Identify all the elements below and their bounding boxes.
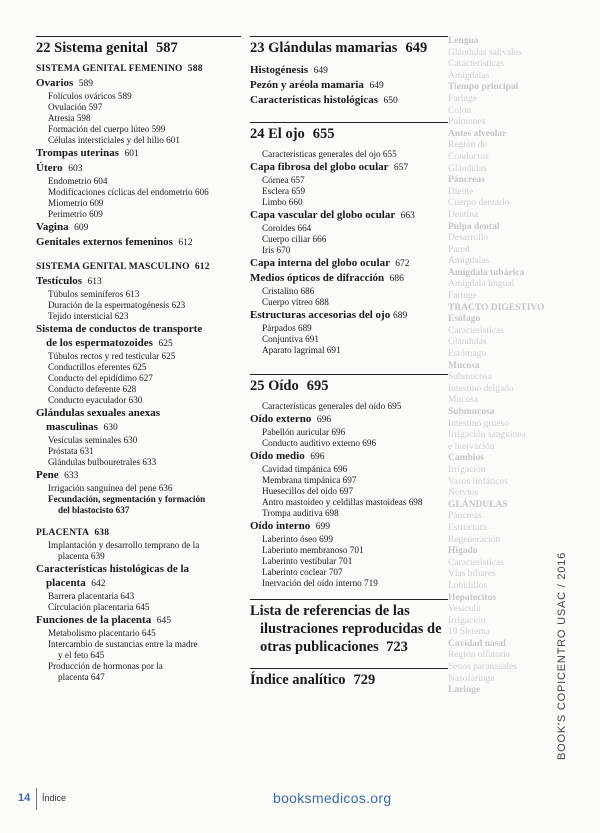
toc-title: Capa interna del globo ocular: [250, 257, 390, 269]
lista-line-3: [250, 638, 448, 656]
toc-oido-interno[interactable]: [250, 519, 448, 534]
toc-sub[interactable]: Laberinto coclear 707: [262, 567, 343, 577]
toc-page: 603: [68, 164, 83, 174]
lista-line-2: ilustraciones reproducidas de: [260, 621, 442, 637]
toc-page: 672: [395, 259, 410, 269]
toc-title: Vagina: [36, 221, 69, 233]
ghost-line: GLÁNDULAS: [448, 499, 508, 510]
indice-analitico-heading[interactable]: [250, 668, 448, 689]
toc-sub[interactable]: Intercambio de sustancias entre la madre: [48, 639, 198, 649]
ghost-line: Regeneración: [448, 534, 501, 545]
ghost-line: Submucosa: [448, 407, 495, 417]
ghost-line: Glándulas salivales: [448, 47, 522, 58]
ghost-line: Senos paranasales: [448, 662, 517, 673]
section-masculino[interactable]: [36, 261, 241, 274]
toc-sub[interactable]: Cuerpo vítreo 688: [262, 297, 329, 307]
toc-sub[interactable]: Células intersticiales y del hilio 601: [48, 135, 180, 145]
site-link[interactable]: booksmedicos.org: [273, 790, 392, 806]
section-femenino[interactable]: [36, 63, 241, 76]
toc-sub[interactable]: Limbo 660: [262, 197, 303, 207]
chapter-24-heading[interactable]: [250, 122, 448, 144]
section-title: PLACENTA: [36, 528, 90, 538]
toc-funciones[interactable]: [36, 613, 241, 628]
ghost-line: Faringe: [448, 93, 478, 104]
toc-medios-opticos[interactable]: [250, 271, 448, 286]
chapter-25-heading[interactable]: [250, 374, 448, 396]
bleed-through-text: [448, 36, 545, 776]
toc-histogenesis[interactable]: [250, 63, 448, 78]
toc-page: 696: [316, 415, 332, 425]
toc-title: de los espermatozoides: [46, 337, 153, 349]
toc-sub[interactable]: Conducto eyaculador 630: [48, 395, 143, 405]
section-page: 612: [194, 262, 210, 272]
toc-sub[interactable]: Huesecillos del oído 697: [262, 486, 354, 496]
toc-sub[interactable]: Barrera placentaria 643: [48, 591, 135, 601]
toc-title: masculinas: [46, 421, 98, 433]
ghost-line: 19 Sistema: [448, 627, 490, 638]
ghost-line: Características: [448, 325, 504, 336]
ghost-line: Región olfatoria: [448, 650, 510, 661]
toc-sub[interactable]: Conducto auditivo externo 696: [262, 438, 377, 448]
toc-title: Ovarios: [36, 77, 74, 89]
toc-caracteristicas-cont[interactable]: [36, 576, 241, 591]
toc-utero[interactable]: [36, 161, 241, 176]
toc-sub[interactable]: Conducto deferente 628: [48, 384, 137, 394]
toc-sub-cont[interactable]: placenta 647: [58, 672, 105, 682]
page-number: 14: [18, 792, 31, 804]
ghost-line: Tiempo principal: [448, 82, 519, 93]
toc-page: 609: [74, 223, 89, 233]
ghost-line: Esófago: [448, 314, 481, 325]
toc-page: 645: [156, 616, 171, 626]
toc-sub[interactable]: Conjuntiva 691: [262, 334, 319, 344]
toc-sub[interactable]: Aparato lagrimal 691: [262, 345, 341, 355]
toc-sub[interactable]: Iris 670: [262, 245, 291, 255]
ghost-line: Irrigación: [448, 615, 486, 626]
ghost-line: Amígdala lingual: [448, 279, 515, 290]
toc-title: Estructuras accesorias del ojo: [250, 309, 391, 321]
ghost-line: Irrigación: [448, 464, 486, 475]
ghost-line: TRACTO DIGESTIVO: [448, 302, 545, 313]
chapter-title: 23 Glándulas mamarias: [250, 40, 398, 56]
toc-sub[interactable]: Folículos ováricos 589: [48, 91, 132, 101]
toc-sub[interactable]: Trompa auditiva 698: [262, 508, 339, 518]
toc-title: Oído interno: [250, 520, 311, 532]
chapter-page: 587: [155, 40, 178, 56]
toc-sub-cont[interactable]: y el feto 645: [58, 650, 105, 660]
toc-page: 696: [310, 452, 325, 462]
ghost-line: Cavidad nasal: [448, 638, 506, 649]
chapter-title: 24 El ojo: [250, 126, 305, 142]
toc-page: 686: [389, 274, 404, 284]
ghost-line: Características: [448, 59, 504, 70]
toc-capa-vascular[interactable]: [250, 208, 448, 223]
toc-caracteristicas[interactable]: Características histológicas de la: [36, 563, 190, 575]
left-column: [36, 36, 241, 683]
page-footer: [18, 788, 578, 810]
toc-genitales-externos[interactable]: [36, 235, 241, 250]
toc-page: 601: [124, 149, 139, 159]
ghost-line: Mucosa: [448, 360, 480, 371]
chapter-22-heading[interactable]: [36, 36, 241, 58]
toc-page: 657: [393, 163, 409, 173]
ghost-line: Conductos: [448, 151, 489, 162]
toc-sub[interactable]: Túbulos seminíferos 613: [48, 289, 140, 299]
toc-oido-medio[interactable]: [250, 449, 448, 464]
toc-page: 613: [87, 277, 102, 287]
toc-sub-cont[interactable]: placenta 639: [58, 551, 105, 561]
toc-sub[interactable]: Formación del cuerpo lúteo 599: [48, 124, 166, 134]
toc-sub[interactable]: Irrigación sanguínea del pene 636: [48, 483, 173, 493]
ghost-line: Antes alveolar: [448, 128, 507, 139]
ghost-line: Nervios: [448, 488, 479, 499]
ghost-line: Intestino delgado: [448, 383, 514, 394]
chapter-title: 22 Sistema genital: [36, 40, 148, 56]
ghost-line: Colon: [448, 105, 472, 116]
lista-referencias-heading[interactable]: [250, 599, 448, 656]
toc-page: 649: [313, 66, 328, 76]
toc-sub[interactable]: Miometrio 609: [48, 198, 104, 208]
toc-title: Trompas uterinas: [36, 147, 120, 159]
toc-sub[interactable]: Ovulación 597: [48, 102, 103, 112]
toc-page: 612: [178, 238, 193, 248]
toc-title: Índice analítico: [250, 672, 346, 688]
toc-title: Medios ópticos de difracción: [250, 272, 385, 284]
ghost-line: Glándulas: [448, 163, 487, 174]
chapter-page: 695: [306, 378, 329, 394]
toc-glandulas[interactable]: Glándulas sexuales anexas: [36, 407, 161, 419]
toc-estructuras[interactable]: [250, 308, 448, 323]
ghost-line: Faringe: [448, 291, 478, 302]
ghost-line: Características: [448, 557, 504, 568]
ghost-line: Vías biliares: [448, 569, 496, 580]
toc-sub[interactable]: Túbulos rectos y red testicular 625: [48, 351, 176, 361]
toc-fecundacion-cont[interactable]: del blastocisto 637: [58, 505, 130, 515]
ghost-line: Intestino grueso: [448, 418, 509, 429]
toc-title: otras publicaciones: [260, 639, 379, 655]
ghost-line: Estómago: [448, 349, 486, 360]
toc-sub[interactable]: Conducto del epidídimo 627: [48, 373, 153, 383]
toc-title: Funciones de la placenta: [36, 614, 152, 626]
toc-conductos[interactable]: Sistema de conductos de transporte: [36, 323, 203, 335]
chapter-23-heading[interactable]: [250, 36, 448, 58]
section-title: SISTEMA GENITAL FEMENINO: [36, 64, 183, 74]
toc-oido-externo[interactable]: [250, 412, 448, 427]
toc-caracteristicas-hist[interactable]: [250, 93, 448, 108]
ghost-line: Mucosa: [448, 395, 479, 406]
section-page: 588: [187, 64, 203, 74]
ghost-line: Dentina: [448, 209, 479, 220]
ghost-line: Región de: [448, 140, 487, 151]
toc-title: Capa vascular del globo ocular: [250, 209, 396, 221]
section-title: SISTEMA GENITAL MASCULINO: [36, 262, 190, 272]
toc-page: 633: [64, 471, 79, 481]
toc-sub[interactable]: Coroides 664: [262, 223, 312, 233]
footer-divider: [36, 788, 37, 810]
ghost-line: Hepatocitos: [448, 592, 497, 603]
ghost-line: Lobulillos: [448, 580, 488, 591]
toc-sub[interactable]: Antro mastoideo y celdillas mastoideas 698: [262, 497, 423, 507]
toc-sub[interactable]: Producción de hormonas por la: [48, 661, 163, 671]
ghost-line: Laringe: [448, 685, 481, 696]
toc-title: Genitales externos femeninos: [36, 236, 173, 248]
section-placenta[interactable]: [36, 527, 241, 540]
right-column: [250, 36, 448, 689]
toc-sub[interactable]: Características generales del oído 695: [262, 401, 402, 411]
ghost-line: Glándulas: [448, 337, 487, 348]
toc-pene[interactable]: [36, 468, 241, 483]
ghost-line: Lengua: [448, 36, 479, 46]
toc-trompas[interactable]: [36, 146, 241, 161]
toc-sub[interactable]: Glándulas bulbouretrales 633: [48, 457, 157, 467]
ghost-line: Amígdalas: [448, 70, 490, 81]
toc-title: Características histológicas: [250, 94, 378, 106]
toc-conductos-cont[interactable]: [36, 336, 241, 351]
toc-sub[interactable]: Laberinto membranoso 701: [262, 545, 364, 555]
toc-sub[interactable]: Duración de la espermatogénesis 623: [48, 300, 186, 310]
toc-sub[interactable]: Cavidad timpánica 696: [262, 464, 348, 474]
toc-page: 630: [103, 423, 118, 433]
ghost-line: Desarrollo: [448, 233, 489, 244]
toc-title: Pene: [36, 469, 59, 481]
toc-title: Capa fibrosa del globo ocular: [250, 161, 389, 173]
toc-sub[interactable]: Cristalino 686: [262, 286, 315, 296]
ghost-line: Vasos linfáticos: [448, 476, 508, 487]
toc-sub[interactable]: Membrana timpánica 697: [262, 475, 357, 485]
toc-sub[interactable]: Metabolismo placentario 645: [48, 628, 156, 638]
toc-pezon[interactable]: [250, 78, 448, 93]
ghost-line: Diente: [448, 186, 474, 197]
toc-page: 723: [386, 639, 408, 655]
toc-sub[interactable]: Inervación del oído interno 719: [262, 578, 378, 588]
toc-page: 699: [315, 522, 330, 532]
toc-sub[interactable]: Endometrio 604: [48, 176, 108, 186]
ghost-line: Nasofaringe: [448, 673, 495, 684]
ghost-line: Cuerpo dentario: [448, 198, 510, 209]
chapter-page: 649: [405, 40, 428, 56]
toc-sub[interactable]: Implantación y desarrollo temprano de la: [48, 540, 200, 550]
ghost-line: Páncreas: [448, 511, 482, 522]
toc-page: 650: [383, 96, 398, 106]
toc-sub[interactable]: Cuerpo ciliar 666: [262, 234, 327, 244]
toc-page: 663: [400, 211, 415, 221]
toc-fecundacion[interactable]: Fecundación, segmentación y formación: [48, 494, 206, 504]
chapter-page: 655: [312, 126, 335, 142]
ghost-line: Cambios: [448, 453, 484, 464]
toc-sub[interactable]: Conductillos eferentes 625: [48, 362, 147, 372]
toc-sub[interactable]: Córnea 657: [262, 175, 305, 185]
ghost-line: Irrigación sanguínea: [448, 430, 526, 441]
toc-title: Pezón y aréola mamaria: [250, 79, 364, 91]
toc-page: 625: [158, 339, 173, 349]
ghost-line: Amígdalas: [448, 256, 490, 267]
toc-title: Histogénesis: [250, 64, 309, 76]
toc-glandulas-cont[interactable]: [36, 420, 241, 435]
toc-capa-interna[interactable]: [250, 256, 448, 271]
toc-title: Oído medio: [250, 450, 305, 462]
ghost-line: Amígdala tubárica: [448, 267, 525, 278]
toc-sub[interactable]: Próstata 631: [48, 446, 94, 456]
ghost-line: Pulpa dental: [448, 221, 500, 232]
toc-sub[interactable]: Laberinto vestibular 701: [262, 556, 353, 566]
toc-page: 729: [353, 672, 376, 688]
toc-sub[interactable]: Tejido intersticial 623: [48, 311, 129, 321]
lista-line-1: Lista de referencias de las: [250, 603, 410, 619]
toc-title: Útero: [36, 162, 63, 174]
toc-testiculos[interactable]: [36, 274, 241, 289]
ghost-line: Pared: [448, 244, 470, 255]
ghost-line: Páncreas: [448, 175, 485, 186]
toc-title: Testículos: [36, 275, 83, 287]
section-page: 638: [94, 528, 110, 538]
toc-page: 589: [78, 79, 94, 89]
side-watermark: BOOK'S COPICENTRO USAC / 2016: [556, 551, 568, 760]
chapter-title: 25 Oído: [250, 378, 299, 394]
toc-page: 649: [369, 81, 384, 91]
ghost-line: Vesícula: [448, 604, 481, 615]
toc-title: Oído externo: [250, 413, 312, 425]
toc-sub[interactable]: Vesículas seminales 630: [48, 435, 138, 445]
toc-title: placenta: [46, 577, 86, 589]
toc-page: 689: [392, 311, 408, 321]
toc-page: 642: [91, 579, 106, 589]
toc-capa-fibrosa[interactable]: [250, 160, 448, 175]
toc-sub[interactable]: Circulación placentaria 645: [48, 602, 150, 612]
ghost-line: Hígado: [448, 546, 478, 557]
ghost-line: e inervación: [448, 441, 495, 452]
toc-sub[interactable]: Modificaciones cíclicas del endometrio 606: [48, 187, 209, 197]
ghost-line: Submucosa: [448, 372, 492, 383]
ghost-line: Pulmones: [448, 117, 486, 128]
toc-vagina[interactable]: [36, 220, 241, 235]
toc-ovarios[interactable]: [36, 76, 241, 91]
toc-sub[interactable]: Atresia 598: [48, 113, 91, 123]
toc-sub[interactable]: Párpados 689: [262, 323, 312, 333]
toc-sub[interactable]: Laberinto óseo 699: [262, 534, 333, 544]
footer-label: Índice: [42, 793, 67, 803]
toc-sub[interactable]: Pabellón auricular 696: [262, 427, 346, 437]
ghost-line: Estructura: [448, 522, 488, 533]
toc-sub[interactable]: Perimetrio 609: [48, 209, 103, 219]
toc-sub[interactable]: Esclera 659: [262, 186, 306, 196]
toc-sub[interactable]: Características generales del ojo 655: [262, 149, 397, 159]
